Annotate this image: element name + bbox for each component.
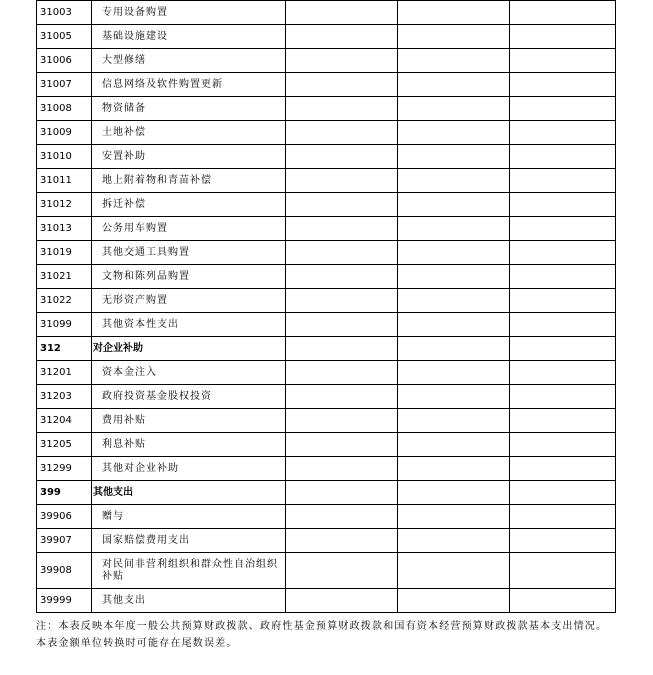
table-row <box>37 529 616 553</box>
table-group-row <box>37 481 616 505</box>
amount-cell <box>398 121 510 145</box>
subject-code-cell: 31006 <box>37 49 92 73</box>
subject-code-cell: 31204 <box>37 409 92 433</box>
subject-name-cell: 政府投资基金股权投资 <box>92 385 286 409</box>
subject-code-cell: 31012 <box>37 193 92 217</box>
amount-cell <box>510 457 616 481</box>
subject-code-cell: 31013 <box>37 217 92 241</box>
amount-cell <box>286 409 398 433</box>
subject-code-cell: 39907 <box>37 529 92 553</box>
subject-name-cell: 其他支出 <box>92 481 286 505</box>
subject-name-cell: 无形资产购置 <box>92 289 286 313</box>
subject-name-cell: 其他对企业补助 <box>92 457 286 481</box>
amount-cell <box>398 25 510 49</box>
amount-cell <box>286 265 398 289</box>
amount-cell <box>510 121 616 145</box>
amount-cell <box>510 337 616 361</box>
amount-cell <box>286 289 398 313</box>
subject-code-cell: 31022 <box>37 289 92 313</box>
table-row <box>37 25 616 49</box>
subject-name-cell: 资本金注入 <box>92 361 286 385</box>
amount-cell <box>398 409 510 433</box>
subject-code-cell: 31203 <box>37 385 92 409</box>
subject-code-cell: 31008 <box>37 97 92 121</box>
subject-code-cell: 31005 <box>37 25 92 49</box>
amount-cell <box>510 49 616 73</box>
amount-cell <box>510 505 616 529</box>
subject-code-cell: 31205 <box>37 433 92 457</box>
amount-cell <box>510 169 616 193</box>
subject-name-cell: 大型修缮 <box>92 49 286 73</box>
subject-name-cell: 对企业补助 <box>92 337 286 361</box>
subject-name-cell: 赠与 <box>92 505 286 529</box>
amount-cell <box>510 217 616 241</box>
amount-cell <box>398 313 510 337</box>
subject-code-cell: 39908 <box>37 553 92 589</box>
subject-name-cell: 土地补偿 <box>92 121 286 145</box>
amount-cell <box>510 433 616 457</box>
amount-cell <box>398 481 510 505</box>
table-row <box>37 289 616 313</box>
amount-cell <box>286 337 398 361</box>
subject-code-cell: 31021 <box>37 265 92 289</box>
amount-cell <box>286 1 398 25</box>
subject-name-cell: 文物和陈列品购置 <box>92 265 286 289</box>
table-row <box>37 457 616 481</box>
amount-cell <box>398 337 510 361</box>
amount-cell <box>286 25 398 49</box>
amount-cell <box>510 589 616 613</box>
table-row <box>37 385 616 409</box>
table-row <box>37 217 616 241</box>
amount-cell <box>286 97 398 121</box>
amount-cell <box>398 1 510 25</box>
amount-cell <box>398 241 510 265</box>
table-row <box>37 1 616 25</box>
amount-cell <box>398 505 510 529</box>
amount-cell <box>398 169 510 193</box>
subject-code-cell: 31099 <box>37 313 92 337</box>
amount-cell <box>286 589 398 613</box>
amount-cell <box>398 193 510 217</box>
amount-cell <box>286 145 398 169</box>
amount-cell <box>510 25 616 49</box>
table-row <box>37 121 616 145</box>
subject-name-cell: 基础设施建设 <box>92 25 286 49</box>
amount-cell <box>398 265 510 289</box>
subject-name-cell: 拆迁补偿 <box>92 193 286 217</box>
amount-cell <box>510 97 616 121</box>
amount-cell <box>286 313 398 337</box>
subject-code-cell: 31019 <box>37 241 92 265</box>
subject-name-cell: 物资储备 <box>92 97 286 121</box>
amount-cell <box>510 145 616 169</box>
amount-cell <box>398 385 510 409</box>
amount-cell <box>510 553 616 589</box>
amount-cell <box>510 265 616 289</box>
subject-code-cell: 31299 <box>37 457 92 481</box>
amount-cell <box>286 385 398 409</box>
subject-code-cell: 312 <box>37 337 92 361</box>
amount-cell <box>286 169 398 193</box>
subject-code-cell: 31201 <box>37 361 92 385</box>
table-row <box>37 73 616 97</box>
subject-name-cell: 其他支出 <box>92 589 286 613</box>
table-row <box>37 145 616 169</box>
amount-cell <box>510 361 616 385</box>
amount-cell <box>510 1 616 25</box>
amount-cell <box>510 409 616 433</box>
amount-cell <box>510 313 616 337</box>
table-group-row <box>37 337 616 361</box>
amount-cell <box>286 193 398 217</box>
subject-code-cell: 31009 <box>37 121 92 145</box>
amount-cell <box>398 49 510 73</box>
amount-cell <box>510 241 616 265</box>
subject-code-cell: 31011 <box>37 169 92 193</box>
subject-name-cell: 对民间非营利组织和群众性自治组织补贴 <box>92 553 286 589</box>
subject-name-cell: 其他交通工具购置 <box>92 241 286 265</box>
subject-code-cell: 39999 <box>37 589 92 613</box>
table-row <box>37 409 616 433</box>
amount-cell <box>398 73 510 97</box>
table-row <box>37 433 616 457</box>
amount-cell <box>510 289 616 313</box>
table-footnote: 注：本表反映本年度一般公共预算财政拨款、政府性基金预算财政拨款和国有资本经营预算财政拨款基本支出情况。本表金额单位转换时可能存在尾数误差。 <box>36 621 608 649</box>
amount-cell <box>286 73 398 97</box>
amount-cell <box>398 457 510 481</box>
amount-cell <box>286 433 398 457</box>
amount-cell <box>398 529 510 553</box>
table-row <box>37 265 616 289</box>
table-row <box>37 241 616 265</box>
amount-cell <box>510 481 616 505</box>
amount-cell <box>398 553 510 589</box>
subject-name-cell: 安置补助 <box>92 145 286 169</box>
amount-cell <box>398 289 510 313</box>
amount-cell <box>398 97 510 121</box>
amount-cell <box>286 505 398 529</box>
table-row <box>37 553 616 589</box>
amount-cell <box>286 553 398 589</box>
amount-cell <box>510 193 616 217</box>
amount-cell <box>510 73 616 97</box>
subject-name-cell: 国家赔偿费用支出 <box>92 529 286 553</box>
subject-name-cell: 信息网络及软件购置更新 <box>92 73 286 97</box>
amount-cell <box>398 361 510 385</box>
table-body <box>37 1 616 613</box>
expenditure-table <box>36 0 616 613</box>
subject-name-cell: 利息补贴 <box>92 433 286 457</box>
subject-code-cell: 399 <box>37 481 92 505</box>
table-row <box>37 97 616 121</box>
table-row <box>37 193 616 217</box>
table-row <box>37 313 616 337</box>
amount-cell <box>510 529 616 553</box>
amount-cell <box>286 529 398 553</box>
amount-cell <box>398 589 510 613</box>
amount-cell <box>286 457 398 481</box>
subject-name-cell: 费用补贴 <box>92 409 286 433</box>
subject-code-cell: 39906 <box>37 505 92 529</box>
amount-cell <box>398 433 510 457</box>
amount-cell <box>286 121 398 145</box>
amount-cell <box>398 217 510 241</box>
table-row <box>37 505 616 529</box>
table-row <box>37 589 616 613</box>
subject-code-cell: 31010 <box>37 145 92 169</box>
subject-name-cell: 其他资本性支出 <box>92 313 286 337</box>
amount-cell <box>286 49 398 73</box>
subject-code-cell: 31007 <box>37 73 92 97</box>
table-row <box>37 169 616 193</box>
table-row <box>37 49 616 73</box>
amount-cell <box>286 481 398 505</box>
subject-code-cell: 31003 <box>37 1 92 25</box>
amount-cell <box>398 145 510 169</box>
amount-cell <box>286 217 398 241</box>
subject-name-cell: 地上附着物和青苗补偿 <box>92 169 286 193</box>
subject-name-cell: 公务用车购置 <box>92 217 286 241</box>
amount-cell <box>286 241 398 265</box>
table-row <box>37 361 616 385</box>
subject-name-cell: 专用设备购置 <box>92 1 286 25</box>
amount-cell <box>510 385 616 409</box>
amount-cell <box>286 361 398 385</box>
